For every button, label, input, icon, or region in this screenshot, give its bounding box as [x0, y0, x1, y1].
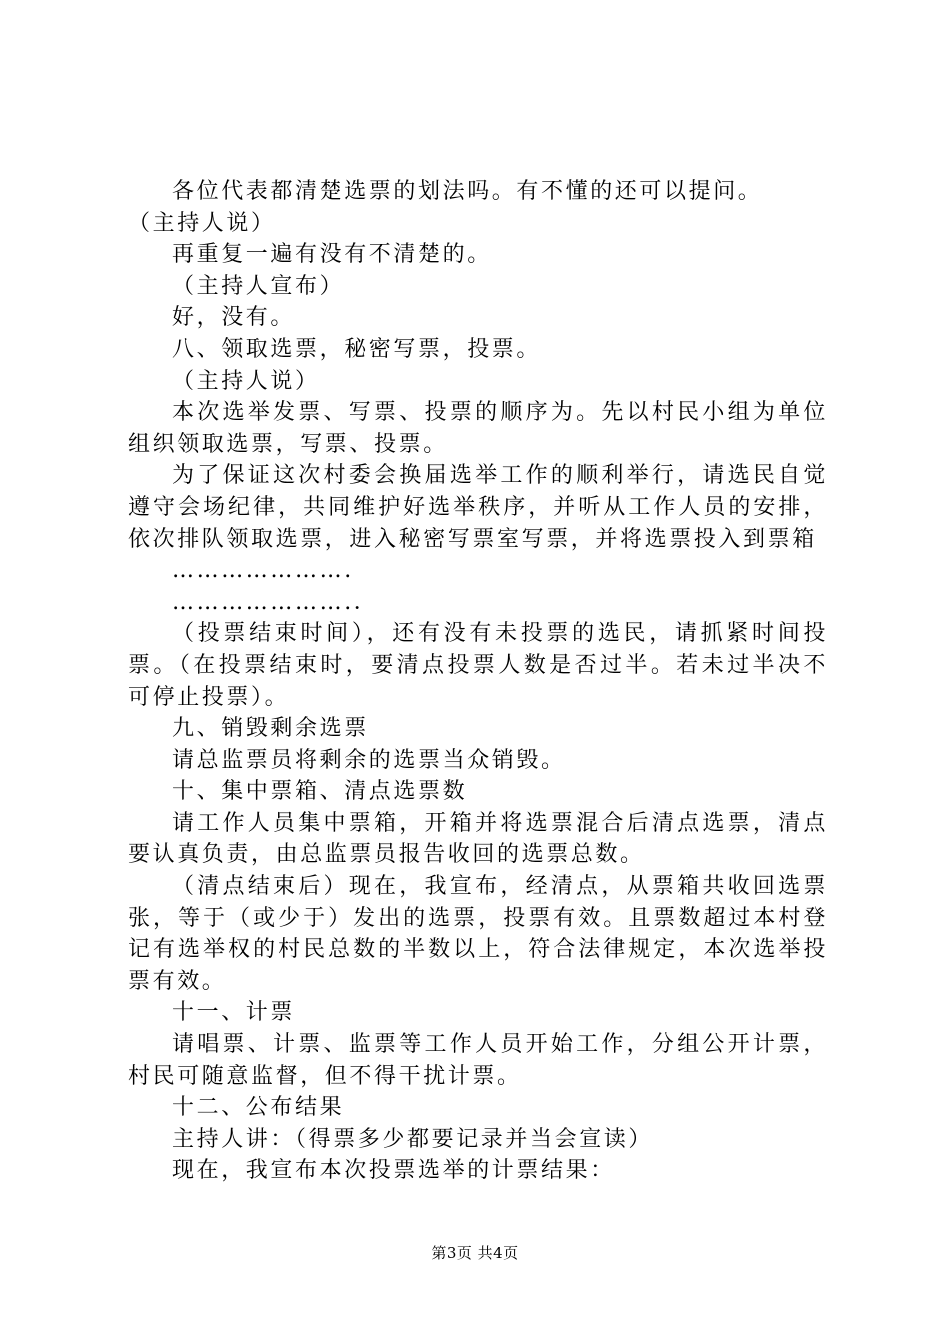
document-body	[128, 176, 828, 1187]
ellipsis-line-2: ………………….．	[172, 589, 379, 615]
paragraph-host-says-1: （主持人说）	[128, 210, 276, 236]
section-heading-10: 十、集中票箱、清点选票数	[172, 779, 468, 805]
paragraph-voting-order: 本次选举发票、写票、投票的顺序为。先以村民小组为单位组织领取选票，写票、投票。	[128, 400, 828, 457]
paragraph-host-speaks: 主持人讲：（得票多少都要记录并当会宣读）	[172, 1126, 654, 1152]
paragraph-repeat-question: 再重复一遍有没有不清楚的。	[172, 242, 492, 268]
section-heading-11: 十一、计票	[172, 1000, 296, 1026]
paragraph-announce-results: 现在，我宣布本次投票选举的计票结果：	[172, 1158, 615, 1184]
page-number-footer: 第3页 共4页	[431, 1244, 519, 1262]
section-heading-8: 八、领取选票，秘密写票，投票。	[172, 336, 542, 362]
paragraph-explain-ballot: 各位代表都清楚选票的划法吗。有不懂的还可以提问。	[172, 179, 763, 204]
paragraph-count-result: （清点结束后）现在，我宣布，经清点，从票箱共收回选票张，等于（或少于）发出的选票，投票有效。且票数超过本村登记有选举权的村民总数的半数以上，符合法律规定，本次选举投票有效。	[128, 874, 828, 994]
paragraph-count-ballots: 请工作人员集中票箱，开箱并将选票混合后清点选票，清点要认真负责，由总监票员报告收回的选票总数。	[128, 810, 828, 868]
paragraph-host-says-2: （主持人说）	[172, 368, 320, 394]
paragraph-destroy-ballots: 请总监票员将剩余的选票当众销毁。	[172, 747, 566, 773]
section-heading-12: 十二、公布结果	[172, 1095, 345, 1121]
paragraph-none: 好，没有。	[172, 305, 296, 331]
paragraph-voting-discipline: 为了保证这次村委会换届选举工作的顺利举行，请选民自觉遵守会场纪律，共同维护好选举秩序，并听从工作人员的安排，依次排队领取选票，进入秘密写票室写票，并将选票投入到票箱	[128, 463, 828, 552]
section-heading-9: 九、销毁剩余选票	[172, 716, 369, 742]
paragraph-voting-end: （投票结束时间），还有没有未投票的选民，请抓紧时间投票。（在投票结束时，要清点投票人数是否过半。若未过半决不可停止投票）。	[128, 621, 828, 710]
paragraph-tally-work: 请唱票、计票、监票等工作人员开始工作，分组公开计票，村民可随意监督，但不得干扰计票。	[128, 1032, 828, 1089]
paragraph-host-announces: （主持人宣布）	[172, 273, 345, 299]
ellipsis-line-1: ………………….	[172, 558, 354, 584]
